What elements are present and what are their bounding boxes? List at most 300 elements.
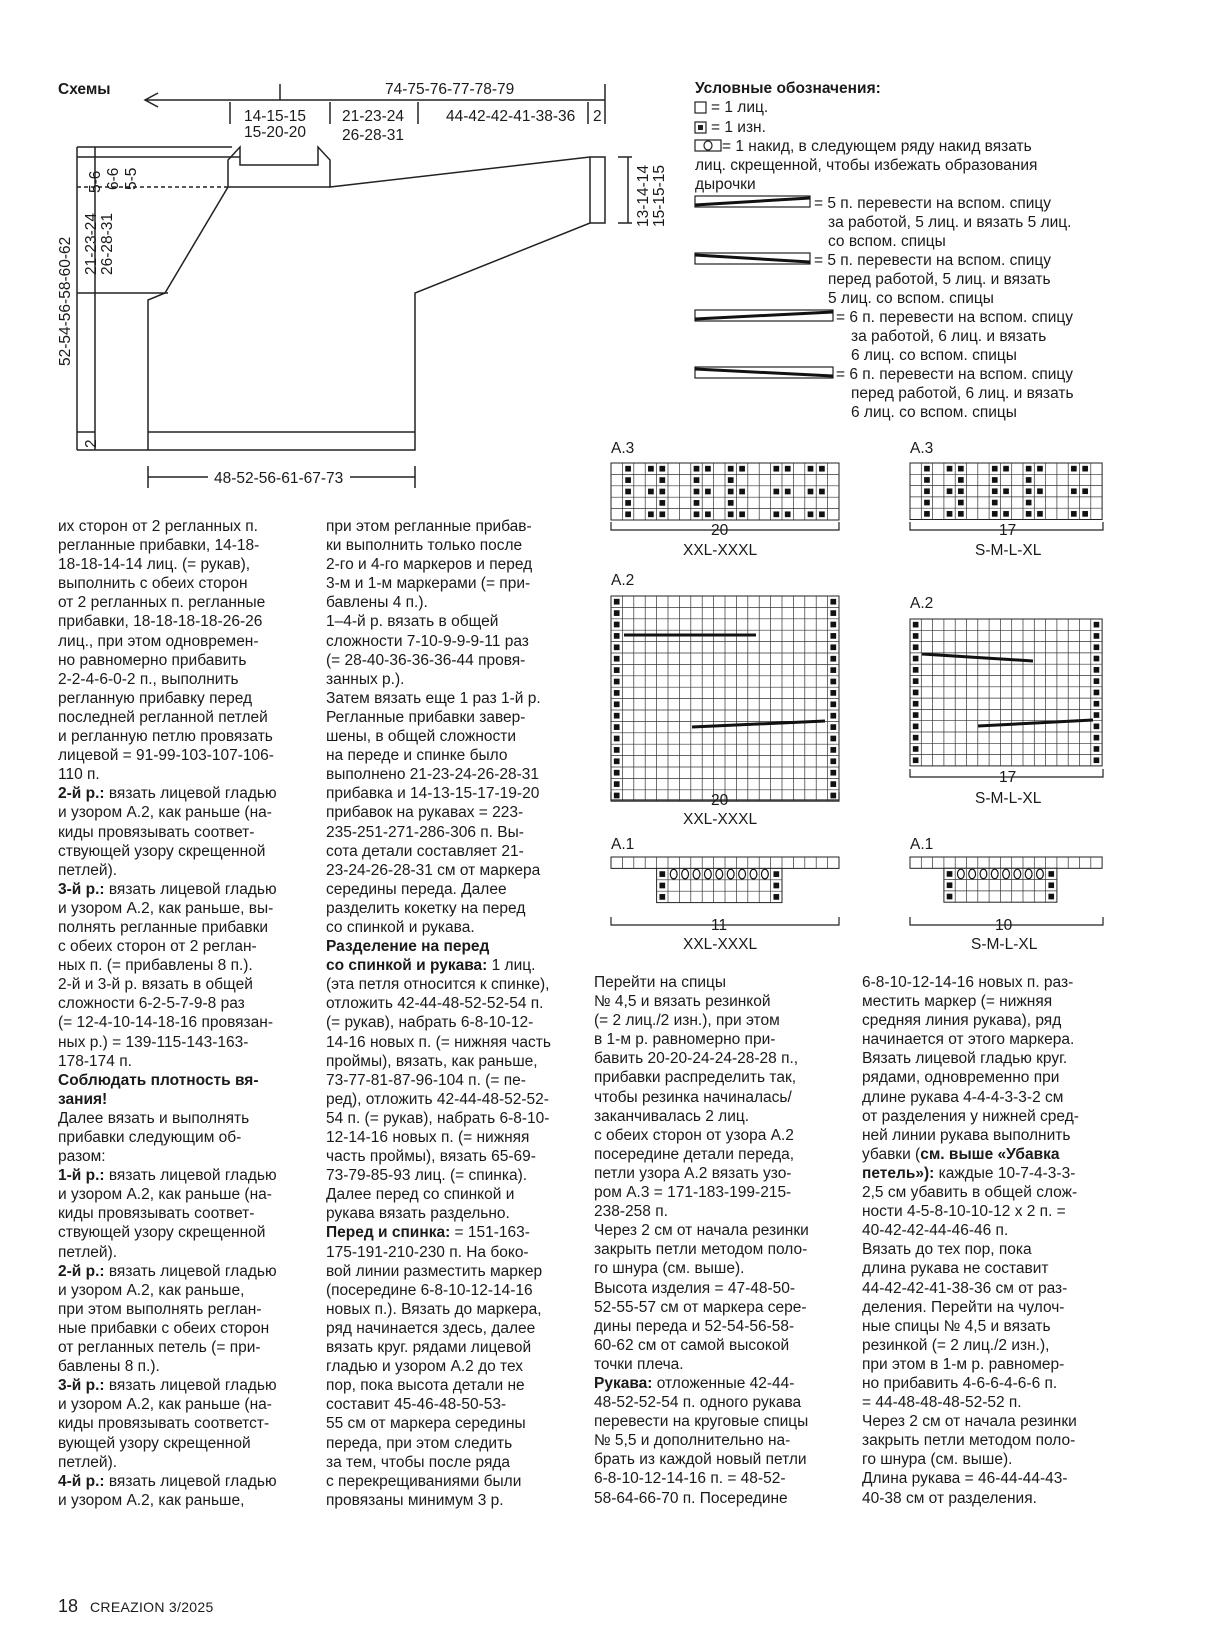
- legend-title: Условные обозначения:: [695, 80, 881, 97]
- text-line: 175-191-210-230 п. На боко-: [326, 1243, 529, 1261]
- purl-stitch: [705, 466, 711, 472]
- text-line: дины переда и 52-54-56-58-: [594, 1317, 795, 1335]
- chart-a3-right-count: 17: [999, 522, 1017, 539]
- cuff-label: 2: [593, 108, 602, 125]
- legend-item-c4-2: перед работой, 6 лиц. и вязать: [851, 385, 1074, 402]
- text-line: заканчивалась 2 лиц.: [594, 1107, 750, 1125]
- purl-stitch: [1094, 757, 1100, 763]
- purl-stitch: [947, 488, 953, 494]
- text-line: 2-й р.: вязать лицевой гладью: [58, 785, 277, 803]
- text-line: их сторон от 2 регланных п.: [58, 518, 258, 535]
- text-line: Соблюдать плотность вя-: [58, 1071, 259, 1089]
- purl-stitch: [705, 511, 711, 517]
- purl-stitch: [614, 667, 620, 673]
- text-line: 2-го и 4-го маркеров и перед: [326, 556, 533, 574]
- legend-item-c3-1: = 6 п. перевести на вспом. спицу: [836, 309, 1074, 326]
- text-line: 178-174 п.: [58, 1052, 132, 1070]
- purl-stitch: [913, 667, 919, 673]
- purl-stitch: [947, 511, 953, 517]
- purl-stitch: [659, 883, 665, 889]
- purl-stitch: [728, 489, 734, 495]
- purl-stitch: [830, 713, 836, 719]
- purl-stitch: [614, 599, 620, 605]
- text-line: петель»): каждые 10-7-4-3-3-: [862, 1164, 1076, 1182]
- purl-stitch: [773, 871, 779, 877]
- purl-stitch: [773, 466, 779, 472]
- text-line: 60-62 см от самой высокой: [594, 1336, 790, 1354]
- purl-stitch: [728, 477, 734, 483]
- legend-item-c1-2: за работой, 5 лиц. и вязать 5 лиц.: [828, 214, 1072, 231]
- purl-stitch: [705, 489, 711, 495]
- chart-a3-left-name: A.3: [611, 440, 635, 457]
- text-column-2: [326, 517, 551, 1510]
- purl-stitch: [659, 489, 665, 495]
- sleeve-width-label: 44-42-42-41-38-36: [446, 108, 576, 125]
- text-line: ред), отложить 42-44-48-52-52-: [326, 1090, 549, 1108]
- text-line: со спинкой и рукава.: [326, 918, 475, 936]
- chart-a3-right-name: A.3: [910, 440, 934, 457]
- purl-stitch: [614, 781, 620, 787]
- purl-stitch: [659, 477, 665, 483]
- purl-stitch: [773, 894, 779, 900]
- body-length-label: 52-54-56-58-60-62: [57, 236, 74, 366]
- text-line: последней регланной петлей: [58, 708, 268, 726]
- text-line: Регланные прибавки завер-: [326, 708, 526, 726]
- legend-item-yo-2: лиц. скрещенной, чтобы избежать образования: [695, 157, 1038, 174]
- text-line: на переде и спинке было: [326, 747, 508, 765]
- purl-stitch: [694, 477, 700, 483]
- purl-stitch: [614, 679, 620, 685]
- chart-a3-left-size: XXL-XXXL: [683, 542, 758, 559]
- chart-a3-right-size: S-M-L-XL: [975, 542, 1042, 559]
- text-line: (эта петля относится к спинке),: [326, 976, 550, 994]
- text-line: 44-42-42-41-38-36 см от раз-: [862, 1279, 1068, 1297]
- chart-a2-right-count: 17: [999, 769, 1017, 786]
- purl-stitch: [830, 656, 836, 662]
- text-line: шены, в общей сложности: [326, 728, 517, 746]
- purl-stitch: [958, 466, 964, 472]
- purl-stitch: [819, 489, 825, 495]
- purl-stitch: [1003, 466, 1009, 472]
- purl-stitch: [728, 466, 734, 472]
- purl-stitch: [913, 746, 919, 752]
- purl-stitch: [830, 724, 836, 730]
- text-line: 4-й р.: вязать лицевой гладью: [58, 1472, 277, 1490]
- text-line: № 4,5 и вязать резинкой: [594, 993, 771, 1011]
- text-line: выполнить с обеих сторон: [58, 575, 248, 593]
- text-line: 52-55-57 см от маркера сере-: [594, 1298, 807, 1316]
- purl-stitch: [830, 701, 836, 707]
- text-line: регланную прибавку перед: [58, 689, 253, 707]
- text-line: резинкой (= 2 лиц./2 изн.),: [862, 1336, 1050, 1354]
- text-line: 23-24-26-28-31 см от маркера: [326, 861, 541, 879]
- purl-stitch: [659, 894, 665, 900]
- text-line: с обеих сторон от 2 реглан-: [58, 938, 257, 956]
- purl-stitch: [1037, 488, 1043, 494]
- purl-stitch: [1094, 746, 1100, 752]
- text-line: ные прибавки с обеих сторон: [58, 1319, 270, 1337]
- text-line: середины переда. Далее: [326, 880, 507, 898]
- purl-stitch: [947, 894, 953, 900]
- text-line: при этом выполнять реглан-: [58, 1300, 262, 1318]
- purl-stitch: [1094, 712, 1100, 718]
- text-line: проймы), вязать, как раньше,: [326, 1052, 538, 1070]
- text-line: от 2 регланных п. регланные: [58, 594, 266, 612]
- purl-stitch: [694, 511, 700, 517]
- chart-a1-right-size: S-M-L-XL: [971, 936, 1038, 953]
- text-line: пор, пока высота детали не: [326, 1377, 525, 1395]
- text-line: гладью и узором А.2 до тех: [326, 1358, 523, 1376]
- chart-a1-left-name: A.1: [611, 836, 635, 853]
- purl-stitch: [1071, 511, 1077, 517]
- text-line: 14-16 новых п. (= нижняя часть: [326, 1033, 551, 1051]
- purl-stitch: [1026, 466, 1032, 472]
- purl-stitch: [614, 610, 620, 616]
- purl-stitch: [648, 511, 654, 517]
- purl-stitch: [947, 882, 953, 888]
- purl-stitch: [913, 724, 919, 730]
- text-line: разом:: [58, 1148, 106, 1166]
- purl-stitch: [830, 781, 836, 787]
- purl-stitch: [614, 701, 620, 707]
- text-line: 58-64-66-70 п. Посередине: [594, 1489, 788, 1507]
- purl-stitch: [694, 466, 700, 472]
- text-line: 3-й р.: вязать лицевой гладью: [58, 880, 277, 898]
- chart-a2-right-name: A.2: [910, 595, 934, 612]
- purl-stitch: [1003, 488, 1009, 494]
- text-line: 1–4-й р. вязать в общей: [326, 613, 499, 631]
- text-line: зания!: [58, 1090, 108, 1108]
- yoke-label-1: 21-23-24: [83, 212, 100, 275]
- purl-stitch: [913, 633, 919, 639]
- text-line: Вязать лицевой гладью круг.: [862, 1050, 1068, 1068]
- text-line: 2,5 см убавить в общей слож-: [862, 1184, 1078, 1202]
- purl-stitch: [992, 511, 998, 517]
- text-line: точки плеча.: [594, 1355, 684, 1373]
- legend-item-yo-1: = 1 накид, в следующем ряду накид вязать: [722, 138, 1032, 155]
- purl-stitch: [614, 633, 620, 639]
- purl-stitch: [1003, 511, 1009, 517]
- purl-stitch: [992, 477, 998, 483]
- legend-item-c3-2: за работой, 6 лиц. и вязать: [851, 328, 1047, 345]
- text-line: сложности 7-10-9-9-9-11 раз: [326, 632, 529, 650]
- text-line: разделить кокетку на перед: [326, 899, 526, 917]
- text-line: ствующей узору скрещенной: [58, 1224, 266, 1242]
- legend-item-c1-3: со вспом. спицы: [828, 233, 946, 250]
- purl-stitch: [992, 466, 998, 472]
- text-line: (= 28-40-36-36-36-44 провя-: [326, 651, 526, 669]
- purl-stitch: [913, 690, 919, 696]
- purl-stitch: [924, 477, 930, 483]
- purl-stitch: [830, 793, 836, 799]
- text-line: полнять регланные прибавки: [58, 918, 269, 936]
- text-line: выполнено 21-23-24-26-28-31: [326, 766, 540, 784]
- purl-stitch: [819, 466, 825, 472]
- neck-drop-a: 5-6: [87, 170, 104, 193]
- page-number: 18: [58, 1596, 79, 1616]
- purl-stitch: [739, 511, 745, 517]
- text-line: 73-77-81-87-96-104 п. (= пе-: [326, 1071, 526, 1089]
- text-line: Далее вязать и выполнять: [58, 1109, 250, 1127]
- text-line: и узором А.2, как раньше (на-: [58, 1186, 272, 1204]
- purl-stitch: [913, 712, 919, 718]
- text-line: 18-18-14-14 лиц. (= рукав),: [58, 556, 251, 574]
- text-line: лиц., при этом одновремен-: [58, 632, 259, 650]
- text-line: 40-42-42-44-46-46 п.: [862, 1222, 1009, 1240]
- chart-a1-right-count: 10: [995, 917, 1013, 934]
- purl-stitch: [924, 466, 930, 472]
- purl-stitch: [830, 758, 836, 764]
- text-line: = 44-48-48-48-52-52 п.: [862, 1394, 1022, 1412]
- text-line: при этом в 1-м р. равномер-: [862, 1355, 1065, 1373]
- purl-stitch: [819, 511, 825, 517]
- text-line: брать из каждой новый петли: [594, 1451, 807, 1469]
- legend-item-knit: = 1 лиц.: [711, 99, 769, 116]
- text-line: 2-2-4-6-0-2 п., выполнить: [58, 670, 239, 688]
- purl-stitch: [1082, 466, 1088, 472]
- purl-stitch: [1048, 882, 1054, 888]
- purl-stitch: [1048, 871, 1054, 877]
- rib-label: 2: [83, 439, 100, 448]
- purl-stitch: [728, 511, 734, 517]
- purl-stitch: [924, 500, 930, 506]
- text-line: рукава вязать раздельно.: [326, 1205, 510, 1223]
- body-width-label: 48-52-56-61-67-73: [214, 470, 344, 487]
- legend-item-yo-3: дырочки: [695, 176, 756, 193]
- text-line: 235-251-271-286-306 п. Вы-: [326, 823, 524, 841]
- text-line: сота детали составляет 21-: [326, 842, 524, 860]
- text-line: ных р.) = 139-115-143-163-: [58, 1033, 249, 1051]
- purl-stitch: [1026, 511, 1032, 517]
- text-line: от разделения у нижней сред-: [862, 1107, 1079, 1125]
- purl-stitch: [614, 622, 620, 628]
- text-line: прибавки следующим об-: [58, 1129, 242, 1146]
- text-line: ки выполнить только после: [326, 537, 523, 555]
- text-line: Через 2 см от начала резинки: [862, 1413, 1077, 1431]
- text-line: петлей).: [58, 861, 118, 879]
- text-line: прибавок на рукавах = 223-: [326, 804, 524, 822]
- purl-stitch: [739, 466, 745, 472]
- purl-stitch: [648, 466, 654, 472]
- purl-stitch: [1094, 701, 1100, 707]
- text-line: новых п.). Вязать до маркера,: [326, 1300, 542, 1318]
- text-line: рядами, одновременно при: [862, 1069, 1060, 1087]
- purl-stitch: [1082, 511, 1088, 517]
- text-line: отложить 42-44-48-52-52-54 п.: [326, 995, 544, 1013]
- purl-stitch: [913, 735, 919, 741]
- text-line: занных р.).: [326, 670, 405, 688]
- purl-stitch: [1094, 735, 1100, 741]
- purl-stitch: [614, 793, 620, 799]
- chart-a1-left-count: 11: [711, 917, 728, 934]
- shoulder-label-1: 21-23-24: [342, 108, 405, 125]
- text-line: 2-й и 3-й р. вязать в общей: [58, 976, 253, 994]
- purl-stitch: [1026, 488, 1032, 494]
- text-line: и узором А.2, как раньше (на-: [58, 1396, 272, 1414]
- text-line: ных п. (= прибавлены 8 п.).: [58, 957, 253, 975]
- text-line: киды провязывать соответст-: [58, 1415, 270, 1433]
- neck-width-label-1: 14-15-15: [244, 108, 307, 125]
- purl-stitch: [614, 690, 620, 696]
- purl-stitch: [1094, 656, 1100, 662]
- text-line: и узором А.2, как раньше,: [58, 1281, 245, 1299]
- purl-stitch: [1048, 894, 1054, 900]
- text-line: прибавка и 14-13-15-17-19-20: [326, 785, 540, 803]
- text-line: 40-38 см от разделения.: [862, 1489, 1037, 1507]
- text-line: регланные прибавки, 14-18-: [58, 537, 260, 555]
- text-line: петлей).: [58, 1453, 118, 1471]
- purl-stitch: [913, 701, 919, 707]
- purl-stitch: [614, 736, 620, 742]
- purl-stitch: [830, 690, 836, 696]
- purl-stitch: [1094, 667, 1100, 673]
- text-line: ряд начинается здесь, далее: [326, 1319, 536, 1337]
- text-line: в 1-м р. равномерно при-: [594, 1031, 776, 1049]
- legend-item-c2-1: = 5 п. перевести на вспом. спицу: [814, 252, 1052, 269]
- purl-stitch: [808, 489, 814, 495]
- text-line: и узором А.2, как раньше, вы-: [58, 899, 274, 917]
- purl-stitch: [694, 500, 700, 506]
- purl-stitch: [830, 679, 836, 685]
- purl-stitch: [1094, 724, 1100, 730]
- text-column-1: [58, 517, 277, 1510]
- chart-a1-left-body: [657, 868, 782, 902]
- purl-stitch: [694, 489, 700, 495]
- text-line: Разделение на перед: [326, 938, 490, 956]
- text-line: и регланную петлю провязать: [58, 728, 273, 746]
- purl-stitch: [1094, 690, 1100, 696]
- text-line: киды провязывать соответ-: [58, 1205, 255, 1223]
- text-line: чтобы резинка начиналась/: [594, 1088, 792, 1106]
- text-line: Вязать до тех пор, пока: [862, 1241, 1032, 1259]
- purl-stitch: [947, 466, 953, 472]
- text-line: ром А.3 = 171-183-199-215-: [594, 1184, 792, 1202]
- text-line: но равномерно прибавить: [58, 651, 247, 669]
- purl-stitch: [1082, 488, 1088, 494]
- text-line: и узором А.2, как раньше (на-: [58, 804, 272, 822]
- text-line: Перейти на спицы: [594, 974, 727, 991]
- text-line: с обеих сторон от узора А.2: [594, 1126, 794, 1144]
- purl-stitch: [1094, 633, 1100, 639]
- legend-item-c1-1: = 5 п. перевести на вспом. спицу: [814, 195, 1052, 212]
- yoke-label-2: 26-28-31: [99, 212, 116, 275]
- purl-stitch: [648, 489, 654, 495]
- text-line: сложности 6-2-5-7-9-8 раз: [58, 995, 245, 1013]
- text-line: бавить 20-20-24-24-28-28 п.,: [594, 1050, 799, 1068]
- chart-a2-left-name: A.2: [611, 572, 635, 589]
- text-line: 1-й р.: вязать лицевой гладью: [58, 1167, 277, 1185]
- chart-a2-right: [910, 619, 1102, 766]
- purl-stitch: [614, 656, 620, 662]
- purl-stitch: [785, 511, 791, 517]
- text-line: Перед и спинка: = 151-163-: [326, 1224, 530, 1242]
- purl-stitch: [614, 724, 620, 730]
- purl-stitch: [830, 633, 836, 639]
- purl-stitch: [625, 511, 631, 517]
- text-line: прибавки, 18-18-18-18-26-26: [58, 613, 263, 631]
- text-line: Длина рукава = 46-44-44-43-: [862, 1470, 1068, 1488]
- neck-drop-b: 6-6: [105, 167, 122, 190]
- purl-stitch: [1094, 678, 1100, 684]
- text-line: № 5,5 и дополнительно на-: [594, 1432, 791, 1450]
- purl-stitch: [614, 644, 620, 650]
- purl-stitch: [830, 770, 836, 776]
- text-line: перевести на круговые спицы: [594, 1413, 809, 1431]
- purl-stitch: [913, 757, 919, 763]
- text-line: 12-14-16 новых п. (= нижняя: [326, 1129, 530, 1146]
- text-line: го шнура (см. выше).: [862, 1451, 1013, 1469]
- text-line: со спинкой и рукава: 1 лиц.: [326, 957, 536, 975]
- text-line: переда, при этом следить: [326, 1434, 513, 1452]
- text-line: провязаны минимум 3 р.: [326, 1491, 504, 1509]
- purl-stitch: [625, 466, 631, 472]
- purl-stitch: [1094, 622, 1100, 628]
- text-line: ней линии рукава выполнить: [862, 1126, 1071, 1144]
- text-line: бавлены 8 п.).: [58, 1358, 160, 1376]
- text-line: от регланных петель (= при-: [58, 1339, 261, 1357]
- purl-stitch: [1094, 644, 1100, 650]
- text-line: длина рукава не составит: [862, 1260, 1049, 1278]
- purl-stitch: [659, 511, 665, 517]
- purl-stitch: [830, 736, 836, 742]
- legend-item-c4-1: = 6 п. перевести на вспом. спицу: [836, 366, 1074, 383]
- purl-stitch: [625, 477, 631, 483]
- purl-stitch: [1071, 466, 1077, 472]
- text-line: (= рукав), набрать 6-8-10-12-: [326, 1014, 534, 1032]
- shoulder-label-2: 26-28-31: [342, 127, 405, 144]
- text-line: деления. Перейти на чулоч-: [862, 1298, 1065, 1316]
- legend-item-c3-3: 6 лиц. со вспом. спицы: [851, 347, 1017, 364]
- text-line: за тем, чтобы после ряда: [326, 1453, 511, 1471]
- purl-stitch: [958, 488, 964, 494]
- purl-stitch: [773, 883, 779, 889]
- purl-stitch: [785, 489, 791, 495]
- text-line: бавлены 4 п.).: [326, 594, 428, 612]
- text-line: (посередине 6-8-10-12-14-16: [326, 1281, 533, 1299]
- text-line: с перекрещиваниями были: [326, 1472, 522, 1490]
- purl-stitch: [830, 747, 836, 753]
- text-line: 73-79-85-93 лиц. (= спинка).: [326, 1167, 528, 1185]
- purl-stitch: [830, 622, 836, 628]
- text-line: лицевой = 91-99-103-107-106-: [58, 747, 274, 765]
- text-line: вязать круг. рядами лицевой: [326, 1339, 532, 1357]
- text-line: и узором А.2, как раньше,: [58, 1491, 245, 1509]
- text-line: но прибавить 4-6-6-4-6-6 п.: [862, 1374, 1058, 1392]
- purl-stitch: [913, 622, 919, 628]
- text-line: закрыть петли методом поло-: [594, 1241, 808, 1259]
- purl-stitch: [830, 599, 836, 605]
- text-line: 6-8-10-12-14-16 новых п. раз-: [862, 974, 1074, 991]
- schematic-title: Схемы: [58, 81, 111, 98]
- purl-stitch: [659, 466, 665, 472]
- purl-stitch: [1026, 477, 1032, 483]
- legend-item-purl: = 1 изн.: [711, 119, 766, 136]
- text-line: Высота изделия = 47-48-50-: [594, 1279, 796, 1297]
- legend-item-c4-3: 6 лиц. со вспом. спицы: [851, 404, 1017, 421]
- text-line: длине рукава 4-4-4-3-3-2 см: [862, 1088, 1064, 1106]
- text-line: 6-8-10-12-14-16 п. = 48-52-: [594, 1470, 786, 1488]
- purl-stitch: [1026, 500, 1032, 506]
- purl-stitch: [830, 644, 836, 650]
- text-line: начинается от этого маркера.: [862, 1031, 1075, 1049]
- text-line: киды провязывать соответ-: [58, 823, 255, 841]
- purl-stitch: [958, 511, 964, 517]
- purl-stitch: [808, 511, 814, 517]
- text-line: 3-й р.: вязать лицевой гладью: [58, 1377, 277, 1395]
- total-width-label: 74-75-76-77-78-79: [385, 81, 515, 98]
- text-line: местить маркер (= нижняя: [862, 993, 1053, 1011]
- text-line: вующей узору скрещенной: [58, 1434, 251, 1452]
